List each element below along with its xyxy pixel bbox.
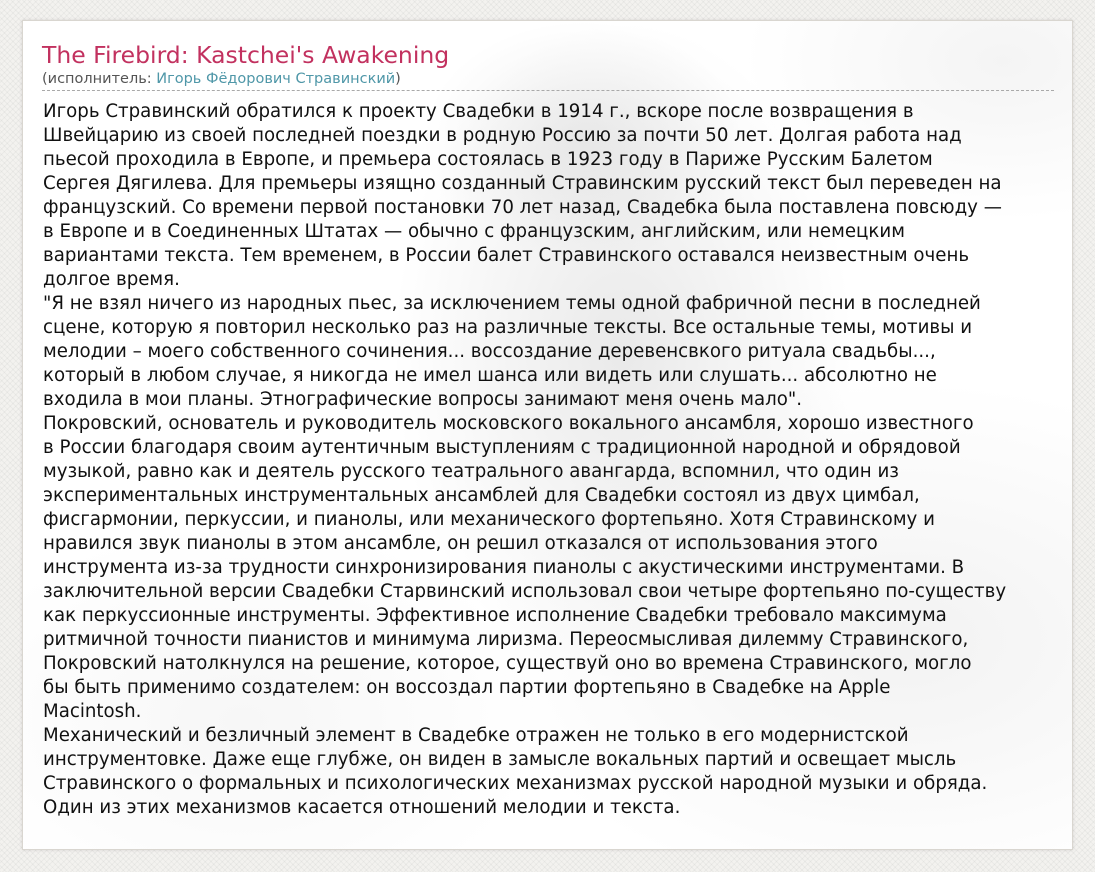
page-title: The Firebird: Kastchei's Awakening	[42, 41, 450, 69]
text-line: Один из этих механизмов касается отношений мелодии и текста.	[43, 797, 681, 818]
text-line: музыкой, равно как и деятель русского театрального авангарда, вспомнил, что один из	[43, 461, 899, 482]
text-line: инструментовке. Даже еще глубже, он виден в замысле вокальных партий и освещает мысль	[43, 749, 957, 770]
text-line: входила в мои планы. Этнографические вопросы занимают меня очень мало".	[43, 389, 802, 410]
text-line: Покровский натолкнулся на решение, которое, существуй оно во времена Стравинского, могло	[43, 653, 972, 674]
text-line: экспериментальных инструментальных ансамблей для Свадебки состоял из двух цимбал,	[43, 485, 920, 506]
text-line: Macintosh.	[43, 701, 142, 722]
text-line: бы быть применимо создателем: он воссоздал партии фортепьяно в Свадебке на Apple	[43, 677, 891, 698]
text-line: ритмичной точности пианистов и минимума лиризма. Переосмысливая дилемму Стравинского,	[43, 629, 969, 650]
performer-line	[42, 70, 1054, 88]
article-body	[43, 100, 1073, 820]
article-header	[42, 40, 1054, 91]
text-line: Механический и безличный элемент в Свадебке отражен не только в его модернистской	[43, 725, 909, 746]
text-line: фисгармонии, перкуссии, и пианолы, или механического фортепьяно. Хотя Стравинскому и	[43, 509, 935, 530]
text-line: в Европе и в Соединенных Штатах — обычно с французским, английским, или немецким	[43, 221, 905, 242]
text-line: долгое время.	[43, 269, 180, 290]
performer-link[interactable]: Игорь Фёдорович Стравинский	[156, 71, 396, 87]
text-line: "Я не взял ничего из народных пьес, за исключением темы одной фабричной песни в последней	[43, 293, 981, 314]
text-line: заключительной версии Свадебки Старвинский использовал свои четыре фортепьяно по-существу	[43, 581, 1007, 602]
content-card	[22, 20, 1073, 850]
text-line: Сергея Дягилева. Для премьеры изящно созданный Стравинским русский текст был переведен на	[43, 173, 1002, 194]
text-line: Игорь Стравинский обратился к проекту Свадебки в 1914 г., вскоре после возвращения в	[43, 101, 914, 122]
text-line: Покровский, основатель и руководитель московского вокального ансамбля, хорошо известного	[43, 413, 974, 434]
text-line: сцене, которую я повторил несколько раз на различные тексты. Все остальные темы, мотивы и	[43, 317, 973, 338]
performer-prefix: (исполнитель:	[42, 71, 157, 87]
text-line: Стравинского о формальных и психологических механизмах русской народной музыки и обряда.	[43, 773, 988, 794]
text-line: Швейцарию из своей последней поездки в родную Россию за почти 50 лет. Долгая работа над	[43, 125, 962, 146]
text-line: мелодии – моего собственного сочинения... воссоздание деревенсвкого ритуала свадьбы...,	[43, 341, 936, 362]
text-line: который в любом случае, я никогда не имел шанса или видеть или слушать... абсолютно не	[43, 365, 937, 386]
text-line: в России благодаря своим аутентичным выступлениям с традиционной народной и обрядовой	[43, 437, 961, 458]
text-line: французский. Со времени первой постановки 70 лет назад, Свадебка была поставлена повсюду —	[43, 197, 1002, 218]
text-line: пьесой проходила в Европе, и премьера состоялась в 1923 году в Париже Русским Балетом	[43, 149, 933, 170]
text-line: инструмента из-за трудности синхронизирования пианолы с акустическими инструментами. В	[43, 557, 965, 578]
text-line: нравился звук пианолы в этом ансамбле, он решил отказался от использования этого	[43, 533, 878, 554]
text-line: вариантами текста. Тем временем, в России балет Стравинского оставался неизвестным очень	[43, 245, 970, 266]
text-line: как перкуссионные инструменты. Эффективное исполнение Свадебки требовало максимума	[43, 605, 947, 626]
performer-suffix: )	[395, 71, 401, 87]
